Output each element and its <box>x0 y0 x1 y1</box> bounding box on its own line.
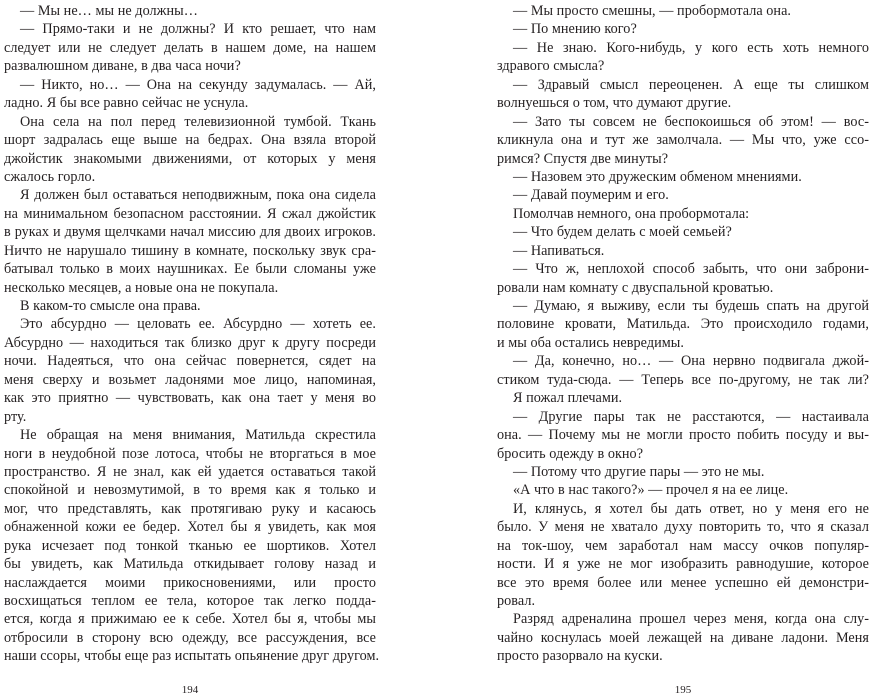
text-line: ладно. Я бы все равно сейчас не уснула. <box>4 95 249 112</box>
text-line: несколько месяцев, а новые она не покупала. <box>4 279 279 296</box>
text-line: восхищаться теплом ее тела, которое так легко подда- <box>4 593 376 609</box>
text-line: — Потому что другие пары — это не мы. <box>513 463 765 480</box>
text-line: обнаженной кожи ее бедер. Хотел бы я увидеть, как моя <box>4 519 376 536</box>
text-line: И, клянусь, я хотел бы дать ответ, но у меня его не <box>513 500 869 517</box>
right-page-number: 195 <box>674 684 692 696</box>
text-line: — Думаю, я выживу, если ты будешь спать на другой <box>513 298 869 314</box>
text-line: здравого смысла? <box>497 58 605 75</box>
text-line: — Назовем это дружеским обменом мнениями. <box>513 168 802 185</box>
text-line: — Другие пары так не расстаются, — настаивала <box>513 408 869 425</box>
text-line: волнуешься о том, что думают другие. <box>497 95 732 112</box>
text-line: Я пожал плечами. <box>513 390 623 407</box>
text-line: наслаждается моими прикосновениями, или просто <box>4 574 376 591</box>
text-line: — Что ж, неплохой способ забыть, что они заброни- <box>513 261 869 278</box>
text-line: шорт задралась еще выше на бедрах. Она взяла второй <box>4 132 376 149</box>
text-line: — Здравый смысл переоценен. А еще ты слишком <box>513 76 869 93</box>
text-line: на минимальном безопасном расстоянии. Я сжал джойстик <box>4 205 376 222</box>
text-line: В каком-то смысле она права. <box>20 298 201 314</box>
text-line: в руках и двумя щелчками начал миссию для двоих игроков. <box>4 224 376 241</box>
text-line: развалюшном диване, в два часа ночи? <box>4 58 241 75</box>
text-line: Не обращая на меня внимания, Матильда скрестила <box>20 427 376 444</box>
text-line: пространство. Я не знал, как ей удается оставаться такой <box>4 463 376 480</box>
text-line: сжалось горло. <box>4 168 96 185</box>
text-line: — Напиваться. <box>513 242 605 259</box>
text-line: ности. И я уже не мог изобразить равнодушие, которое <box>497 556 869 573</box>
text-line: рука исчезает под тонкой тканью ее шортиков. Хотел <box>4 537 376 554</box>
text-line: на ток-шоу, чем заработал нам массу очков популяр- <box>497 537 869 554</box>
text-line: ночи. Надеяться, что она сейчас повернется, сядет на <box>4 353 376 370</box>
left-page <box>4 0 380 697</box>
text-line: — Мы просто смешны, — пробормотала она. <box>513 3 792 19</box>
text-line: она. — Почему мы не могли просто побить посуду и вы- <box>497 427 869 444</box>
text-line: спокойной и невозмутимой, в то время как я только и <box>4 482 376 499</box>
text-line: наши ссоры, чтобы еще раз испытать опьянение друг другом. <box>4 648 380 665</box>
text-line: — Да, конечно, но… — Она нервно подвигала джой- <box>513 353 869 370</box>
text-line: следует или не следует делать в нашем доме, на нашем <box>4 39 376 56</box>
text-line: как это приятно — чувствовать, как она тает у меня во <box>4 390 376 407</box>
left-page-text <box>4 2 380 666</box>
text-line: мог, что представлять, как протягиваю руку и касаюсь <box>4 500 376 517</box>
text-line: — Никто, но… — Она на секунду задумалась. — Ай, <box>20 76 376 93</box>
text-line: римся? Спустя две минуты? <box>497 150 669 167</box>
text-line: Это абсурдно — целовать ее. Абсурдно — хотеть ее. <box>20 316 376 333</box>
text-line: — Мы не… мы не должны… <box>20 3 198 19</box>
text-line: ноги в неудобной позе лотоса, чтобы не вторгаться в мое <box>4 445 376 462</box>
text-line: Разряд адреналина прошел через меня, когда она слу- <box>513 611 869 628</box>
text-line: отбросили в сторону всю одежду, все рассуждения, все <box>4 629 376 646</box>
text-line: батывал только в моих наушниках. Ее были сломаны уже <box>4 261 376 278</box>
text-line: и мы оба остались невредимы. <box>497 334 684 351</box>
right-page <box>497 0 869 697</box>
text-line: ровал. <box>497 593 536 609</box>
text-line: — По мнению кого? <box>513 21 637 38</box>
text-line: «А что в нас такого?» — прочел я на ее лице. <box>513 482 789 499</box>
text-line: ровали нам комнату с двуспальной кроватью. <box>497 279 774 296</box>
text-line: — Что будем делать с моей семьей? <box>513 224 732 241</box>
text-line: меня сверху и возьмет ладонями мое лицо, напоминая, <box>4 371 376 388</box>
text-line: Она села на пол перед телевизионной тумбой. Ткань <box>20 113 376 130</box>
text-line: Я должен был оставаться неподвижным, пока она сидела <box>20 187 376 204</box>
text-line: чайно коснулась моей лежащей на диване ладони. Меня <box>497 629 869 646</box>
text-line: джойстик знакомыми движениями, от которых у меня <box>4 150 376 167</box>
text-line: стиком туда-сюда. — Теперь все по-другому, не так ли? <box>497 371 869 388</box>
text-line: все это время более или менее успешно ей демонстри- <box>497 574 869 591</box>
text-line: Помолчав немного, она пробормотала: <box>513 205 750 222</box>
text-line: — Прямо-таки и не должны? И кто решает, что нам <box>20 21 376 38</box>
text-line: — Давай поумерим и его. <box>513 187 669 204</box>
text-line: рту. <box>4 408 27 425</box>
text-line: — Не знаю. Кого-нибудь, у кого есть хоть немного <box>513 39 869 56</box>
text-line: кликнула она и тут же замолчала. — Мы что, уже ссо- <box>497 132 869 149</box>
text-line: Ничто не нарушало тишину в комнате, поскольку звук сра- <box>4 242 376 259</box>
text-line: — Зато ты совсем не беспокоишься об этом! — вос- <box>513 113 869 130</box>
text-line: ется, когда я прижимаю ее к себе. Хотел бы я, чтобы мы <box>4 611 376 628</box>
text-line: было. У меня не хватало духу повторить то, что я сказал <box>497 519 869 536</box>
text-line: Абсурдно — находиться так близко друг к другу посреди <box>4 334 376 351</box>
text-line: бросить одежду в окно? <box>497 445 644 462</box>
text-line: просто разорвало на куски. <box>497 648 663 665</box>
text-line: бы увидеть, как Матильда откидывает голову назад и <box>4 556 376 573</box>
text-line: половине кровати, Матильда. Это происходило годами, <box>497 316 869 333</box>
right-page-text <box>497 2 869 666</box>
left-page-number: 194 <box>181 684 199 696</box>
